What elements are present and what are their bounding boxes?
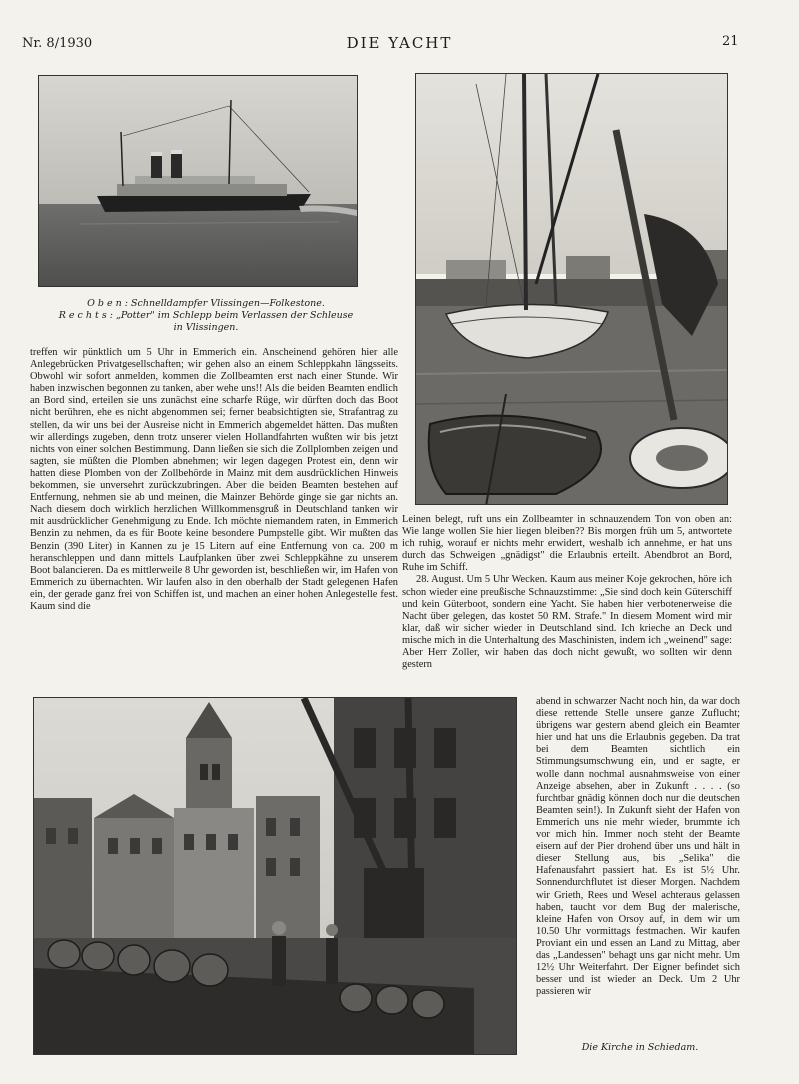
magazine-title: DIE YACHT (346, 34, 453, 52)
steamship-photo (38, 75, 358, 287)
church-photo-caption: Die Kirche in Schiedam. (581, 1042, 699, 1053)
article-paragraph: abend in schwarzer Nacht noch hin, da war doch diese rettende Stelle unsere ganze Zuflucht; übrigens war gestern abend gleich ein Beamter hier und hat uns die Erlaubnis gegeben. Da trat bei dem Beamten sichtlich ein Stimmungsumschwung ein, und er sagte, er wolle dann nochmal ausnahmsweise von einer Anzeige absehen, aber in Zukunft . . . . (so furchtbar gnädig können doch nur die deutschen Beamten sein!). In Zukunft sieht der Hafen von Emmerich uns nie mehr wieder, brummte ich vor mich hin. Immer noch steht der Beamte eisern auf der Pier drohend über uns und hält in dieser Stellung aus, bis „Selika" die Hafenausfahrt passiert hat. Es ist 5½ Uhr. Sonnendurchflutet ist dieser Morgen. Nachdem wir Grieth, Rees und Wesel achteraus gelassen haben, taucht vor dem Bug der malerische, kleine Hafen von Orsoy auf, in dem wir um 10.50 Uhr vormittags festmachen. Wir kaufen Proviant ein und essen an Land zu Mittag, aber das „Landessen" behagt uns gar nicht mehr. Um 12½ Uhr Weiterfahrt. Der Eigner befindet sich besser und ist wieder an Deck. Um 2 Uhr passieren wir (536, 696, 740, 998)
article-paragraph: treffen wir pünktlich um 5 Uhr in Emmerich ein. Anscheinend gehören hier alle Anlegebrücken Privatgesellschaften; wir gehen also an einem Schleppkahn längsseits. Obwohl wir sofort anmelden, kommen die Zollbeamten erst nach einer Stunde. Wir haben inzwischen begonnen zu tanken, aber wehe uns!! Als die beiden Beamten endlich an Bord sind, erteilen sie uns zunächst eine scharfe Rüge, wir dürften doch das Boot nicht berühren, ehe es nicht abgenommen sei; ferner beabsichtigten sie, Strafantrag zu stellen, da wir uns bei der Ausreise nicht in Emmerich abgemeldet hätten. Das mußten wir allerdings zugeben, denn trotz unserer vielen Hollandfahrten wußten wir bis jetzt nichts von einer solchen Bestimmung. Dann ließen sie sich die Zollplomben zeigen und sagten, sie müßten die Plomben abnehmen; wir legen dagegen Protest ein, denn wir hatten diese Plomben von der Zollbehörde in Mainz mit dem ausdrücklichen Hinweis bekommen, sie unversehrt zurückzubringen. Aber die beiden Beamten bestehen auf Entfernung, nehmen sie ab und meinen, die Mainzer Behörde ginge sie gar nichts an. Nach diesem doch wirklich herzlichen Willkommensgruß in Deutschland tanken wir mit ausdrücklicher Genehmigung zu Ende. Ich möchte niemandem raten, in Emmerich Benzin zu nehmen, da es für Boote keine besondere Pumpstelle gibt. Wir mußten das Benzin (390 Liter) in Kannen zu je 15 Litern auf eine Entfernung von ca. 200 m heranschleppen und dann mittels Laufplanken über zwei Schleppkähne zu unserem Boot balancieren. Da es mittlerweile 8 Uhr geworden ist, beschließen wir, im Hafen von Emmerich zu übernachten. Wir laufen also in den oberhalb der Stadt gelegenen Hafen ein, der gerade ganz frei von Schiffen ist, und machen an einer hohen Anlegestelle fest. Kaum sind die (30, 347, 398, 612)
church-photo (33, 697, 517, 1055)
caption-line-rechts: R e c h t s : „Potter" im Schlepp beim Verlassen der Schleuse (58, 310, 354, 321)
article-left-column (30, 347, 398, 687)
top-photo-caption (28, 298, 384, 334)
article-paragraph: 28. August. Um 5 Uhr Wecken. Kaum aus meiner Koje gekrochen, höre ich schon wieder eine preußische Schnauzstimme: „Sie sind doch kein Güterschiff und kein Güterboot, sondern eine Yacht. Sie haben hier verbotenerweise die Nacht über gelegen, das kostet 50 RM. Strafe." In diesem Moment wird mir klar, daß wir sicher wieder in Deutschland sind. Ich krieche an Deck und mische mich in die Unterhaltung des Maschinisten, indem ich „weinend" sage: Aber Herr Zoller, wir haben das doch nicht gewußt, wo sollten wir denn gestern (402, 574, 732, 671)
caption-line-place: in Vlissingen. (173, 322, 239, 333)
issue-number: Nr. 8/1930 (22, 36, 93, 51)
caption-line-oben: O b e n : Schnelldampfer Vlissingen—Folkestone. (87, 298, 325, 309)
page-number: 21 (722, 34, 739, 49)
sailboat-photo (415, 73, 728, 505)
article-paragraph: Leinen belegt, ruft uns ein Zollbeamter in schnauzendem Ton von oben an: Wie lange wollen Sie hier liegen bleiben?? Bis morgen früh um 5, antwortete ich ruhig, worauf er nichts mehr erwidert, weshalb ich annehme, er hat uns durch das Schweigen „gnädigst" die Erlaubnis erteilt. Abendbrot an Bord, Ruhe im Schiff. (402, 514, 732, 574)
article-narrow-column (536, 696, 740, 1028)
article-right-column (402, 514, 732, 696)
